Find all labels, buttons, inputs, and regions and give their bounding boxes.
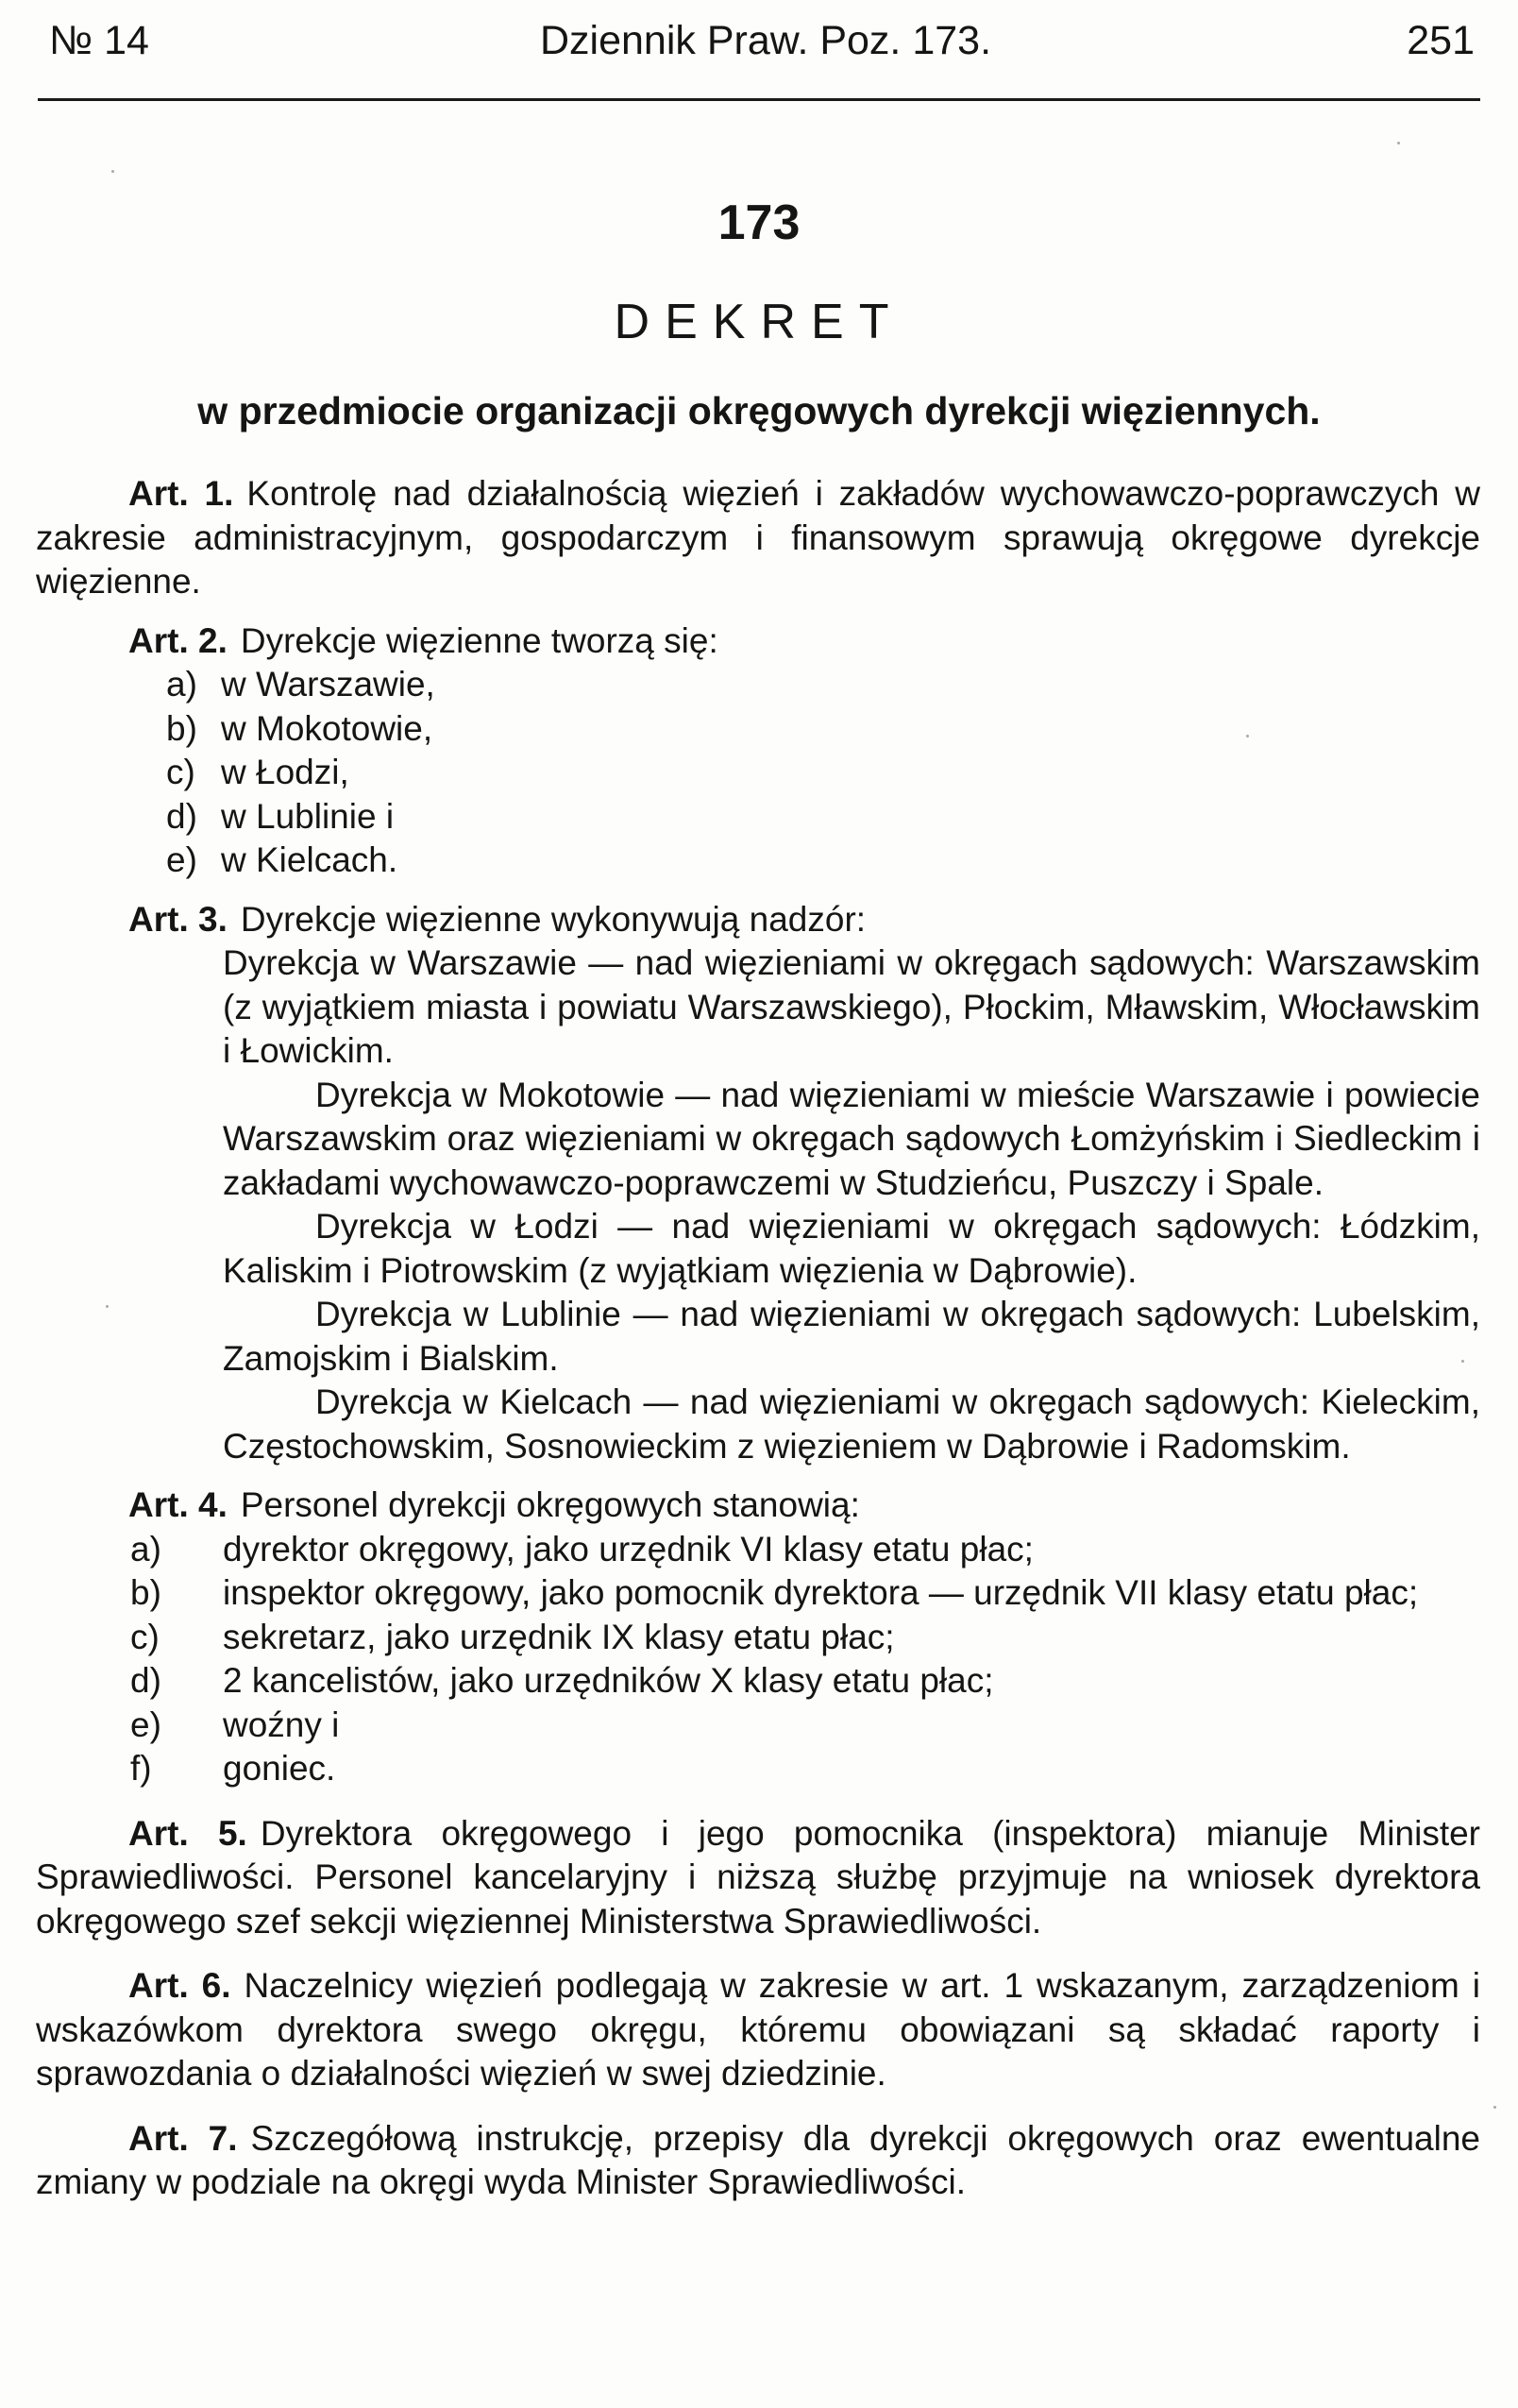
list-item	[36, 1528, 1480, 1572]
directorate-lodz: Dyrekcja w Łodzi — nad więzieniami w okręgach sądowych: Łódzkim, Kaliskim i Piotrowskim (z wyjątkiam więzienia w Dąbrowie).	[223, 1207, 1480, 1290]
list-marker: c)	[130, 1617, 160, 1656]
article-3	[36, 898, 1480, 942]
article-text: Dyrektora okręgowego i jego pomocnika (inspektora) mianuje Minister Sprawiedliwości. Personel kancelaryjny i niższą służbę przyjmuje na wniosek dyrektora okręgowego szef sekcji więziennej Ministerstwa Sprawiedliwości.	[36, 1813, 1481, 1941]
article-text: Personel dyrekcji okręgowych stanowią:	[240, 1485, 860, 1524]
article-label: Art. 4.	[128, 1485, 228, 1524]
list-item-text: w Kielcach.	[221, 840, 398, 879]
decree-body	[36, 472, 1480, 2205]
article-label: Art. 2.	[128, 620, 228, 660]
list-marker: f)	[130, 1749, 152, 1788]
list-item	[36, 1704, 1480, 1748]
list-item-text: woźny i	[223, 1704, 340, 1744]
list-marker: a)	[130, 1529, 161, 1569]
decree-subtitle: w przedmiocie organizacji okręgowych dyrekcji więziennych.	[197, 389, 1321, 432]
article-text: Dyrekcje więzienne wykonywują nadzór:	[240, 899, 867, 939]
list-item-text: w Łodzi,	[221, 753, 349, 791]
article-2-list	[36, 663, 1480, 883]
decree-title: DEKRET	[614, 295, 904, 349]
list-item	[36, 795, 1480, 839]
list-item	[36, 707, 1480, 752]
article-7	[36, 2117, 1480, 2205]
scan-speck	[1397, 142, 1400, 144]
directorate-warszawa: Dyrekcja w Warszawie — nad więzieniami w okręgach sądowych: Warszawskim (z wyjątkiem miasta i powiatu Warszawskiego), Płockim, Mławskim, Włocławskim i Łowickim.	[223, 943, 1480, 1070]
list-marker: e)	[166, 840, 197, 879]
list-marker: b)	[130, 1573, 161, 1612]
position-number: 173	[717, 195, 801, 250]
article-text: Dyrekcje więzienne tworzą się:	[240, 620, 718, 660]
list-item-text: 2 kancelistów, jako urzędników X klasy etatu płac;	[223, 1661, 994, 1700]
directorate-kielce: Dyrekcja w Kielcach — nad więzieniami w okręgach sądowych: Kieleckim, Częstochowskim, Sosnowieckim z więzieniem w Dąbrowie i Radomskim.	[223, 1382, 1480, 1466]
article-text: Szczegółową instrukcję, przepisy dla dyrekcji okręgowych oraz ewentualne zmiany w podziale na okręgi wyda Minister Sprawiedliwości.	[36, 2118, 1480, 2201]
scan-speck	[1461, 1360, 1464, 1363]
article-1	[36, 472, 1480, 604]
article-text: Kontrolę nad działalnością więzień i zakładów wychowawczo-poprawczych w zakresie administracyjnym, gospodarczym i finansowym sprawują okręgowe dyrekcje więzienne.	[36, 474, 1481, 601]
list-marker: e)	[130, 1704, 161, 1744]
directorate-lublin: Dyrekcja w Lublinie — nad więzieniami w okręgach sądowych: Lubelskim, Zamojskim i Bialskim.	[223, 1295, 1480, 1378]
list-item	[36, 1659, 1480, 1704]
list-marker: c)	[166, 753, 195, 791]
list-item	[36, 1747, 1480, 1791]
list-marker: a)	[166, 665, 197, 704]
scan-speck	[1493, 2106, 1496, 2109]
article-label: Art. 7.	[128, 2118, 238, 2158]
article-label: Art. 3.	[128, 899, 228, 939]
article-2	[36, 619, 1480, 664]
list-item-text: sekretarz, jako urzędnik IX klasy etatu płac;	[223, 1617, 895, 1656]
list-item-text: w Warszawie,	[221, 665, 435, 704]
list-item-text: w Lublinie i	[221, 796, 395, 836]
page-number: 251	[1407, 18, 1475, 63]
list-marker: b)	[166, 708, 197, 748]
list-item-text: inspektor okręgowy, jako pomocnik dyrektora — urzędnik VII klasy etatu płac;	[223, 1573, 1419, 1612]
list-item	[36, 663, 1480, 707]
list-marker: d)	[166, 796, 197, 836]
article-label: Art. 5.	[128, 1813, 247, 1853]
running-header	[49, 11, 1475, 70]
scan-speck	[106, 1305, 109, 1308]
publication-title: Dziennik Praw. Poz. 173.	[540, 18, 992, 63]
scan-speck	[1246, 735, 1249, 738]
article-6	[36, 1964, 1480, 2096]
article-5	[36, 1812, 1480, 1944]
list-item	[36, 839, 1480, 883]
article-label: Art. 1.	[128, 474, 234, 513]
article-4	[36, 1484, 1480, 1528]
list-item-text: goniec.	[223, 1749, 336, 1788]
header-rule	[38, 98, 1480, 101]
directorate-mokotow: Dyrekcja w Mokotowie — nad więzieniami w mieście Warszawie i powiecie Warszawskim oraz więzieniami w okręgach sądowych Łomżyńskim i Siedleckim i zakładami wychowawczo-poprawczemi w Studzieńcu, Puszczy i Spale.	[223, 1075, 1480, 1202]
list-marker: d)	[130, 1661, 161, 1700]
list-item	[36, 1616, 1480, 1660]
list-item	[36, 751, 1480, 795]
scan-speck	[111, 170, 114, 173]
issue-number: № 14	[49, 18, 149, 63]
list-item-text: dyrektor okręgowy, jako urzędnik VI klasy etatu płac;	[223, 1529, 1034, 1569]
article-text: Naczelnicy więzień podlegają w zakresie w art. 1 wskazanym, zarządzeniom i wskazówkom dyrektora swego okręgu, któremu obowiązani są składać raporty i sprawozdania o działalności więzień w swej dziedzinie.	[36, 1966, 1480, 2093]
list-item	[36, 1571, 1480, 1616]
article-label: Art. 6.	[128, 1966, 231, 2005]
article-4-list	[36, 1528, 1480, 1791]
list-item-text: w Mokotowie,	[221, 708, 433, 748]
